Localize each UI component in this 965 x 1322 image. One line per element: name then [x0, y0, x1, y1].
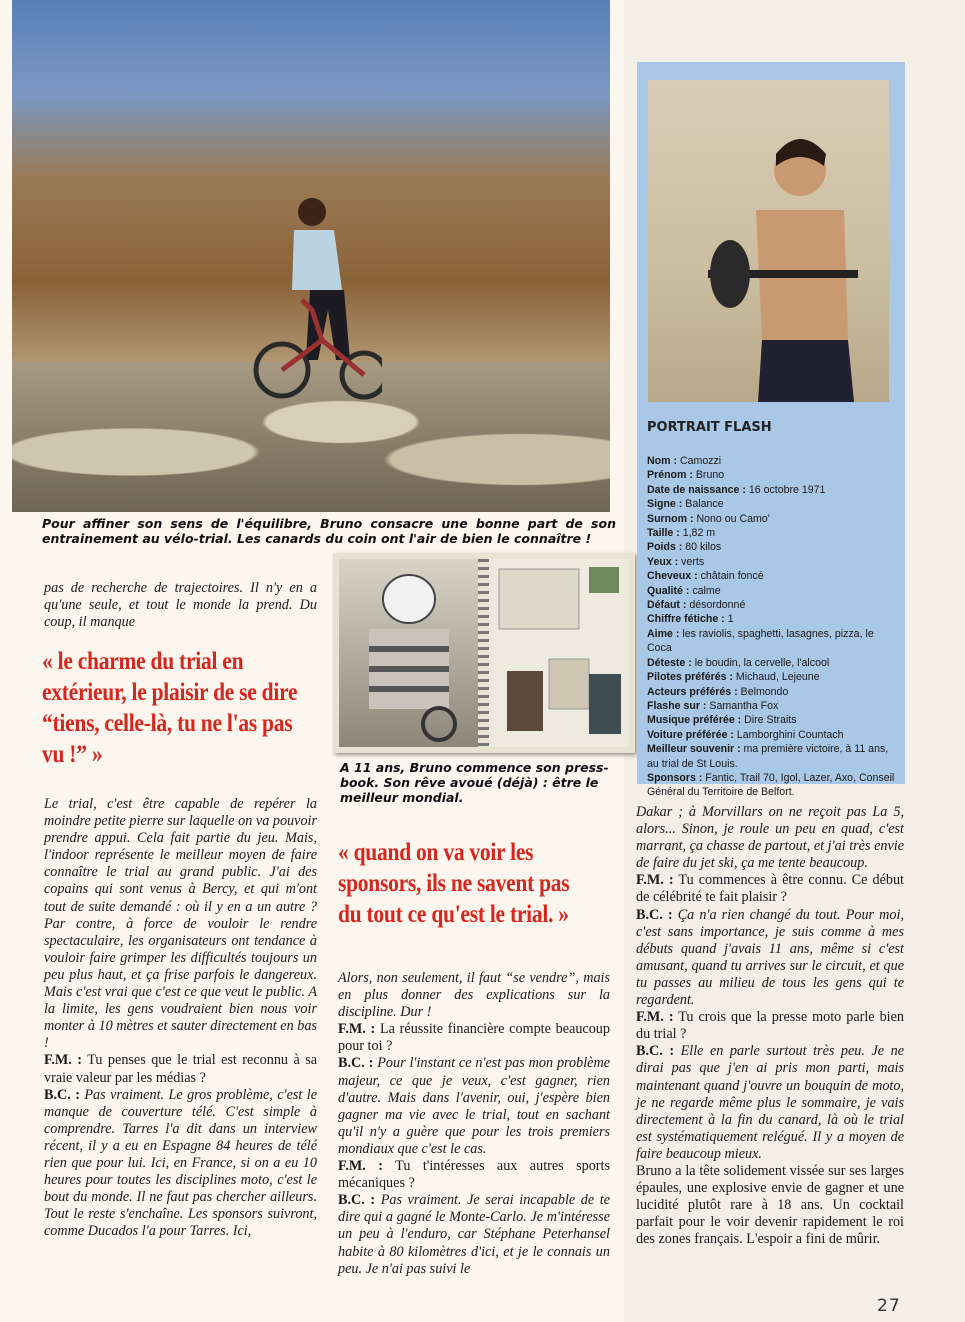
- bc-answer: Pas vraiment. Le gros problème, c'est le manque de couverture télé. C'est simple à comprendre. Tarres l'a dit dans un interview récent, il y a eu en Espagne 84 heures de télé rien que pour lui. Ici, en France, si on a eu 10 heures pour toutes les disciplines moto, c'est le bout du monde. Il ne faut pas chercher ailleurs. Tout le reste s'enchaîne. Les sponsors suivront, comme Ducados l'a pour Tarres. Ici,: [44, 1086, 317, 1240]
- portrait-row: [647, 627, 899, 656]
- bc-answer: Pour l'instant ce n'est pas mon problème majeur, ce que je veux, c'est gagner, rien d'autre. Mais dans l'avenir, oui, j'espère bien gagner ma vie avec le trial, tout en sachant qu'il n'y a guère que pour les trois premiers mondiaux que c'est le cas.: [338, 1055, 610, 1157]
- portrait-field-label: Flashe sur :: [647, 699, 707, 712]
- fm-label: F.M. :: [636, 1009, 674, 1026]
- notebook-left-page: [339, 559, 479, 747]
- portrait-row: [647, 540, 899, 554]
- portrait-field-value: Samantha Fox: [706, 699, 779, 712]
- portrait-row: [647, 468, 899, 482]
- portrait-field-label: Poids :: [647, 541, 683, 554]
- portrait-field-value: ma première victoire, à 11 ans, au trial de St Louis.: [647, 743, 889, 770]
- column3-paragraph: Dakar ; à Morvillars on ne reçoit pas La 5, alors... Sinon, je roule un peu en quad, c'est marrant, ça chasse de partout, et j'ai très envie de faire du jet ski, ça me tente beaucoup.: [636, 804, 904, 872]
- portrait-field-label: Sponsors :: [647, 771, 703, 784]
- portrait-field-value: Nono ou Camo': [693, 512, 770, 525]
- portrait-field-value: les raviolis, spaghetti, lasagnes, pizza, le Coca: [647, 627, 874, 655]
- portrait-field-value: désordonné: [686, 599, 746, 612]
- portrait-field-label: Taille :: [647, 527, 680, 540]
- portrait-field-value: Fantic, Trail 70, Igol, Lazer, Axo, Conseil Général du Territoire de Belfort.: [647, 771, 895, 799]
- portrait-field-label: Prénom :: [647, 469, 693, 482]
- portrait-field-label: Surnom :: [647, 512, 694, 525]
- bc-label: B.C. :: [338, 1192, 376, 1209]
- notebook-right-page: [489, 559, 629, 747]
- column2-paragraph: Alors, non seulement, il faut “se vendre”, mais en plus donner des explications sur la discipline. Dur !: [338, 970, 610, 1021]
- portrait-field-label: Aime :: [647, 627, 680, 640]
- column1-paragraph: Le trial, c'est être capable de repérer la moindre petite pierre sur laquelle on va pouvoir prendre appui. Cela fait partie du jeu. Mais, l'indoor représente le meilleur moyen de faire connaître le trial au grand public. J'ai des copains qui sont venus à Bercy, et qui m'ont tout de suite demandé : où il y en a un autre ? Par contre, à force de vouloir le rendre spectaculaire, les organisateurs ont tendance à vouloir faire grimper les difficultés toujours un peu plus haut, et ça frise parfois le dangereux. Mais c'est vrai que c'est ce que veut le public. A la limite, les gens voudraient bien nous voir monter à 10 mètres et sauter directement en bas !: [44, 796, 317, 1052]
- fm-question: Tu commences à être connu. Ce début de célébrité te fait plaisir ?: [636, 872, 904, 906]
- portrait-row: [647, 497, 899, 511]
- press-book-photo: [333, 553, 635, 753]
- bc-label: B.C. :: [636, 1043, 675, 1060]
- portrait-field-value: Belmondo: [737, 685, 789, 698]
- bc-label: B.C. :: [44, 1086, 80, 1103]
- portrait-field-value: Bruno: [692, 469, 725, 482]
- bc-answer: Pas vraiment. Je serai incapable de te dire qui a gagné le Monte-Carlo. Je m'intéresse un peu à l'enduro, car Stéphane Peterhansel habite à 80 kilomètres d'ici, et je le connais un peu. Je n'ai pas suivi le: [338, 1192, 610, 1277]
- portrait-field-label: Nom :: [647, 455, 678, 467]
- portrait-row: [647, 771, 899, 800]
- portrait-field-value: Balance: [682, 498, 724, 511]
- portrait-row: [647, 685, 899, 699]
- portrait-field-value: calme: [689, 584, 721, 597]
- portrait-row: [647, 454, 899, 468]
- portrait-row: [647, 598, 899, 612]
- portrait-field-label: Pilotes préférés :: [647, 671, 733, 684]
- fm-label: F.M. :: [338, 1158, 383, 1175]
- conclusion-paragraph: Bruno a la tête solidement vissée sur ses larges épaules, une explosive envie de gagner et une lucidité plutôt rare à 18 ans. Un cocktail parfait pour le voir devenir rapidement le roi des zones français. L'espoir a fini de mûrir.: [636, 1162, 904, 1248]
- portrait-field-value: 80 kilos: [682, 541, 722, 554]
- bc-answer: Elle en parle surtout très peu. Je ne dirai pas que j'en ai pris mon parti, mais maintenant quand j'ouvre un bouquin de moto, je ne regarde même plus le sommaire, je vais directement à la fin du canard, là où le trial est systématiquement relégué. Il y a moyen de faire beaucoup mieux.: [636, 1043, 904, 1162]
- portrait-field-label: Cheveux :: [647, 570, 698, 583]
- fm-question: Tu crois que la presse moto parle bien du trial ?: [636, 1009, 904, 1043]
- portrait-row: [647, 555, 899, 569]
- portrait-field-label: Yeux :: [647, 555, 679, 568]
- portrait-row: [647, 728, 899, 742]
- fm-label: F.M. :: [44, 1052, 83, 1069]
- portrait-field-value: le boudin, la cervelle, l'alcool: [691, 656, 830, 669]
- portrait-field-label: Déteste :: [647, 656, 692, 669]
- pull-quote-1: « le charme du trial en extérieur, le plaisir de se dire “tiens, celle-là, tu ne l'as pas vu !” »: [42, 648, 298, 768]
- pull-quote-2: « quand on va voir les sponsors, ils ne savent pas du tout ce qu'est le trial. »: [338, 839, 570, 928]
- portrait-row: [647, 742, 899, 771]
- portrait-field-label: Signe :: [647, 498, 683, 511]
- portrait-row: [647, 670, 899, 684]
- column1-intro: [44, 580, 317, 631]
- portrait-field-label: Acteurs préférés :: [647, 685, 738, 698]
- portrait-field-value: 1,82 m: [679, 527, 716, 540]
- portrait-row: [647, 699, 899, 713]
- page-number: 27: [877, 1296, 901, 1316]
- column1-intro-text: pas de recherche de trajectoires. Il n'y en a qu'une seule, et tout le monde la prend. Du coup, il manque: [44, 580, 317, 631]
- fm-question: Tu penses que le trial est reconnu à sa vraie valeur par les médias ?: [44, 1052, 318, 1086]
- press-book-caption: A 11 ans, Bruno commence son press-book. Son rêve avoué (déjà) : être le meilleur mondial.: [340, 760, 609, 805]
- portrait-field-value: châtain foncé: [697, 570, 764, 583]
- portrait-row: [647, 612, 899, 626]
- portrait-title: PORTRAIT FLASH: [647, 420, 772, 435]
- young-rider-helmet-figure: [339, 559, 479, 747]
- trial-bike-photo: [12, 0, 610, 512]
- portrait-row: [647, 656, 899, 670]
- portrait-field-label: Date de naissance :: [647, 483, 746, 496]
- clippings-figure: [489, 559, 629, 747]
- portrait-row: [647, 526, 899, 540]
- bc-label: B.C. :: [636, 906, 673, 923]
- portrait-row: [647, 483, 899, 497]
- portrait-field-label: Chiffre fétiche :: [647, 613, 725, 626]
- portrait-field-label: Qualité :: [647, 584, 690, 597]
- bc-answer: Ça n'a rien changé du tout. Pour moi, c'est sans importance, je suis comme à mes débuts quand j'avais 11 ans, même si c'est amusant, quand tu arrives sur le circuit, et que tu passes au milieu de tous les gens qui te regardent.: [636, 906, 904, 1009]
- portrait-field-value: Lamborghini Countach: [733, 728, 844, 741]
- main-photo-caption: Pour affiner son sens de l'équilibre, Bruno consacre une bonne part de son entrainement au vélo-trial. Les canards du coin ont l'air de bien le connaître !: [42, 516, 616, 546]
- portrait-field-label: Meilleur souvenir :: [647, 743, 741, 756]
- bruno-portrait-figure: [708, 110, 858, 402]
- fm-question: La réussite financière compte beaucoup pour toi ?: [338, 1021, 610, 1055]
- portrait-field-value: Michaud, Lejeune: [732, 671, 820, 684]
- notebook-spiral: [478, 559, 489, 747]
- fm-question: Tu t'intéresses aux autres sports mécaniques ?: [338, 1158, 610, 1192]
- column3: [636, 804, 904, 1248]
- portrait-field-value: 1: [724, 613, 734, 626]
- portrait-field-label: Musique préférée :: [647, 714, 742, 727]
- column1: [44, 796, 317, 1240]
- portrait-list: [647, 454, 899, 800]
- portrait-field-value: Dire Straits: [741, 714, 797, 727]
- fm-label: F.M. :: [338, 1021, 376, 1038]
- bc-label: B.C. :: [338, 1055, 374, 1072]
- portrait-field-label: Voiture préférée :: [647, 728, 734, 741]
- column2: [338, 970, 610, 1278]
- portrait-row: [647, 584, 899, 598]
- portrait-field-value: verts: [678, 555, 705, 568]
- portrait-row: [647, 713, 899, 727]
- portrait-photo: [648, 80, 889, 402]
- portrait-field-value: Camozzi: [677, 455, 722, 467]
- portrait-field-label: Défaut :: [647, 599, 687, 612]
- rider-on-bike-figure: [252, 190, 382, 410]
- portrait-row: [647, 569, 899, 583]
- fm-label: F.M. :: [636, 872, 674, 889]
- portrait-field-value: 16 octobre 1971: [745, 483, 826, 496]
- portrait-row: [647, 512, 899, 526]
